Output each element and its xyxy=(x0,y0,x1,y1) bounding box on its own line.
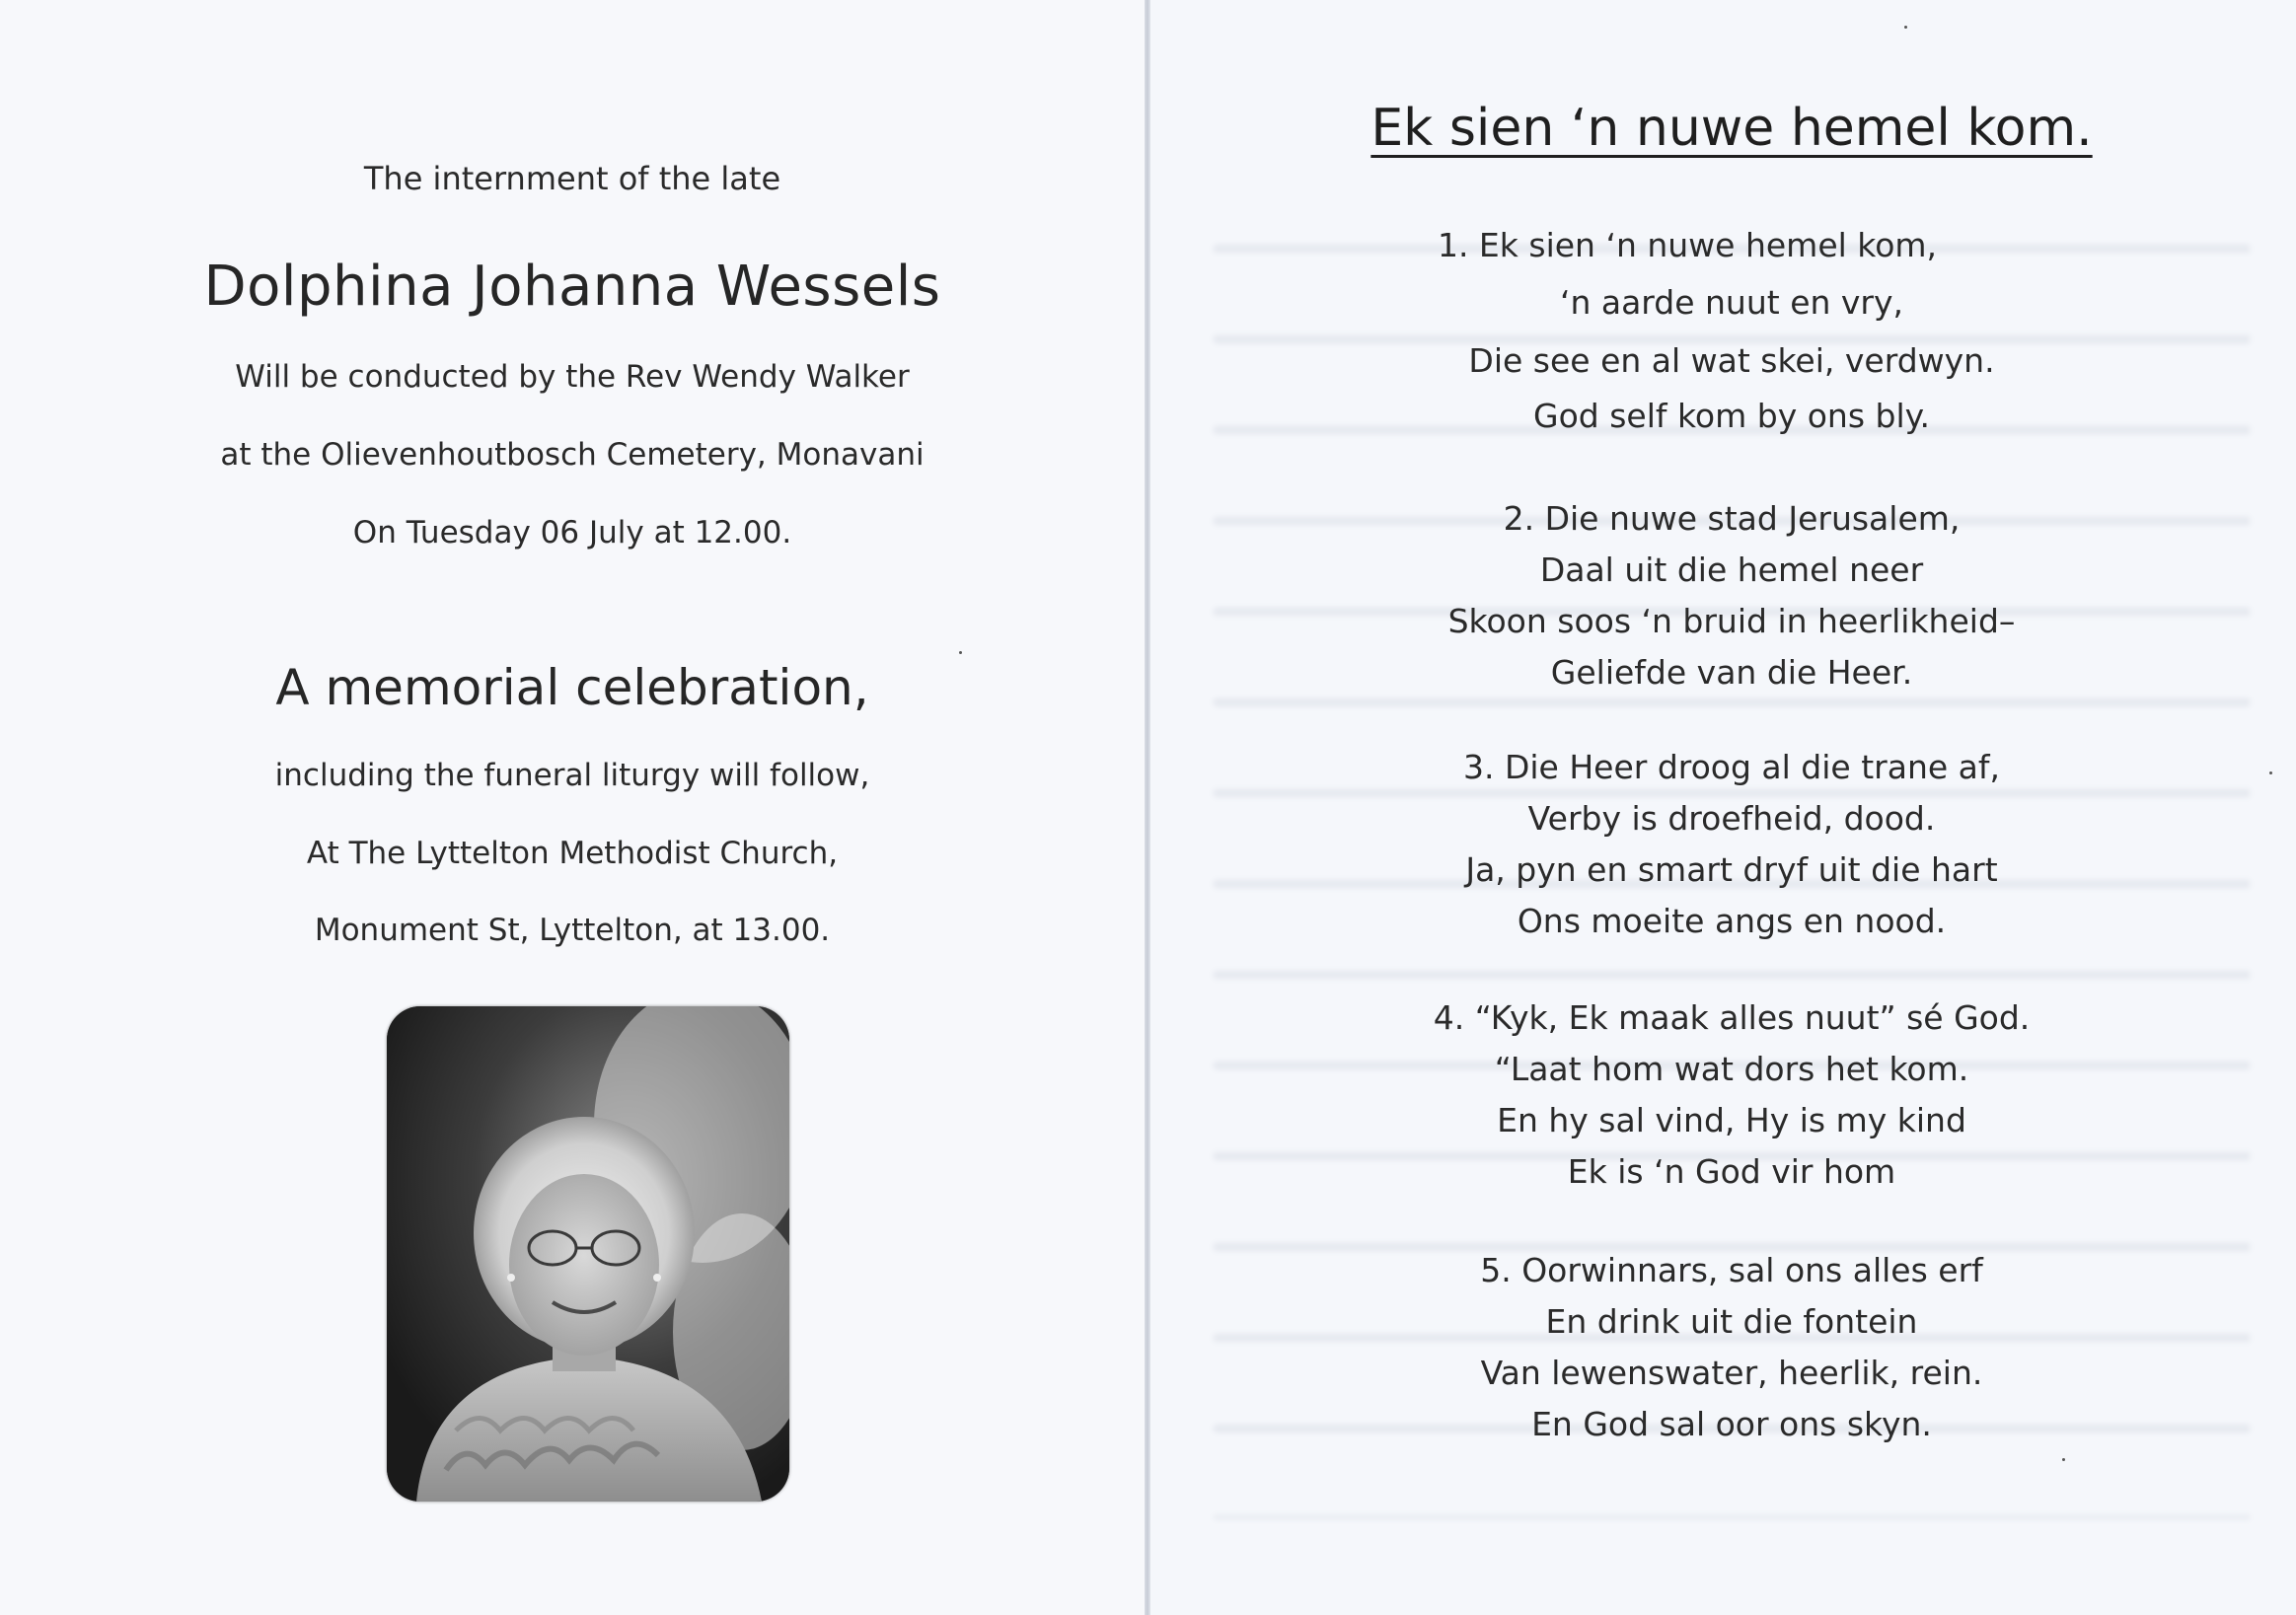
scan-speck xyxy=(2062,1458,2065,1461)
verse-line: 2. Die nuwe stad Jerusalem, xyxy=(1503,499,1961,538)
verse-line: Ons moeite angs en nood. xyxy=(1517,902,1947,940)
verse-4 xyxy=(1214,992,2250,1198)
verse-line: 1. Ek sien ‘n nuwe hemel kom, xyxy=(1437,226,1938,264)
verse-line: Verby is droefheid, dood. xyxy=(1527,799,1936,838)
verse-line: 3. Die Heer droog al die trane af, xyxy=(1463,748,2000,786)
deceased-name: Dolphina Johanna Wessels xyxy=(203,255,941,319)
verse-line: En God sal oor ons skyn. xyxy=(1531,1405,1932,1443)
verse-line: ‘n aarde nuut en vry, xyxy=(1559,283,1904,322)
verse-line: Ek is ‘n God vir hom xyxy=(1567,1152,1896,1191)
verse-line: “Laat hom wat dors het kom. xyxy=(1494,1050,1969,1088)
hymn-title: Ek sien ‘n nuwe hemel kom. xyxy=(1370,99,2093,158)
internment-datetime: On Tuesday 06 July at 12.00. xyxy=(352,515,792,551)
church-address: Monument St, Lyttelton, at 13.00. xyxy=(314,913,831,948)
verse-line: En drink uit die fontein xyxy=(1545,1302,1918,1341)
verse-line: God self kom by ons bly. xyxy=(1533,397,1930,435)
verse-line: Van lewenswater, heerlik, rein. xyxy=(1480,1354,1983,1392)
scan-speck xyxy=(959,651,962,654)
conducted-by: Will be conducted by the Rev Wendy Walker xyxy=(235,359,910,395)
portrait-illustration xyxy=(387,1006,789,1502)
scan-speck xyxy=(1904,26,1907,29)
verse-line: 4. “Kyk, Ek maak alles nuut” sé God. xyxy=(1433,998,2031,1037)
verse-line: Die see en al wat skei, verdwyn. xyxy=(1468,341,1995,380)
intro-text: The internment of the late xyxy=(363,160,781,197)
church-name: At The Lyttelton Methodist Church, xyxy=(306,836,839,871)
verse-line: 5. Oorwinnars, sal ons alles erf xyxy=(1480,1251,1983,1289)
verse-5 xyxy=(1214,1245,2250,1450)
scan-speck xyxy=(2269,771,2272,774)
verse-line: Ja, pyn en smart dryf uit die hart xyxy=(1465,850,1998,889)
verse-line: Skoon soos ‘n bruid in heerlikheid– xyxy=(1447,602,2016,640)
verse-3 xyxy=(1214,742,2250,947)
liturgy-note: including the funeral liturgy will follow, xyxy=(274,758,870,793)
verse-2 xyxy=(1214,493,2250,698)
verse-line: Geliefde van die Heer. xyxy=(1550,653,1913,692)
verse-line: Daal uit die hemel neer xyxy=(1539,551,1924,589)
cemetery-location: at the Olievenhoutbosch Cemetery, Monavani xyxy=(220,437,925,473)
memorial-heading: A memorial celebration, xyxy=(275,659,869,716)
portrait-photo xyxy=(387,1006,789,1502)
verse-1 xyxy=(1214,217,2250,442)
verse-line: En hy sal vind, Hy is my kind xyxy=(1497,1101,1966,1139)
